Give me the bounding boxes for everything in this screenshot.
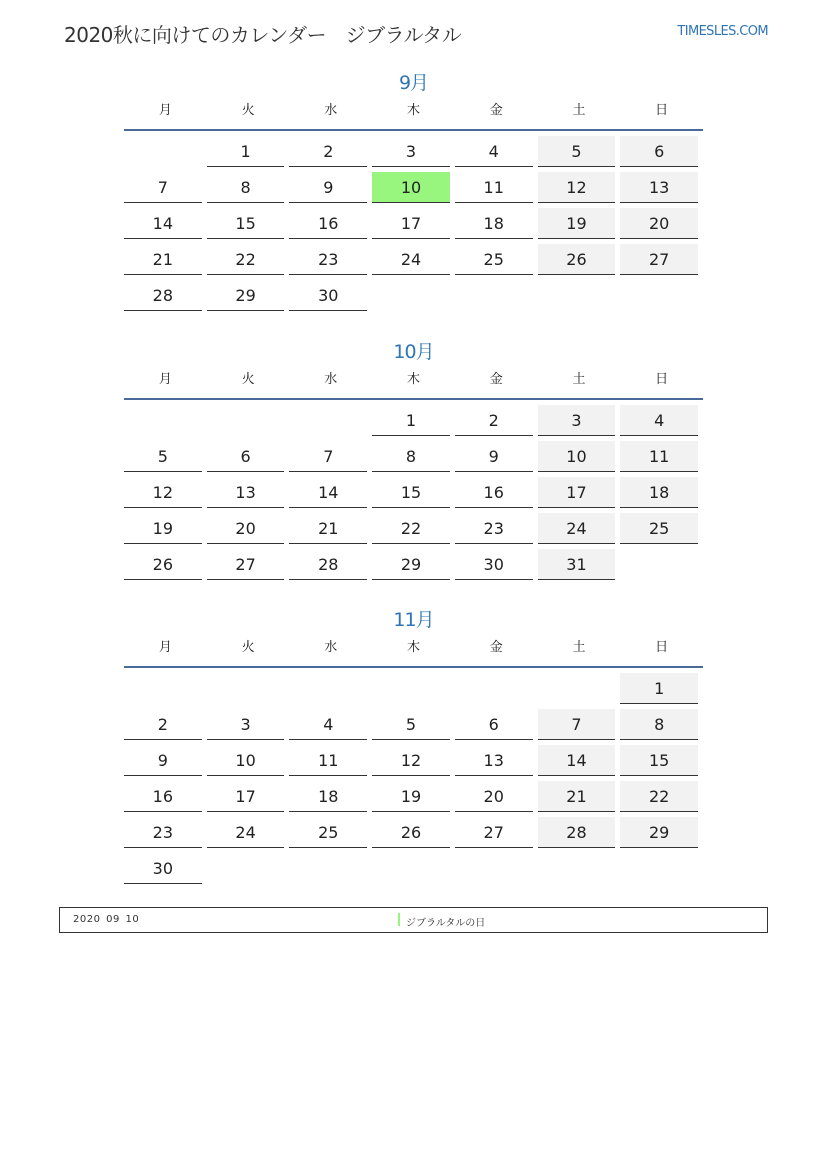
header-divider bbox=[124, 666, 703, 668]
day-cell[interactable]: 4 bbox=[455, 136, 533, 167]
day-cell[interactable]: 20 bbox=[455, 781, 533, 812]
day-cell[interactable]: 3 bbox=[538, 405, 616, 436]
brand-link[interactable]: TIMESLES.COM bbox=[677, 24, 768, 39]
day-cell[interactable]: 6 bbox=[207, 441, 285, 472]
weekday-label: 火 bbox=[241, 103, 255, 118]
day-cell[interactable]: 8 bbox=[372, 441, 450, 472]
week-row bbox=[124, 208, 703, 244]
weekday-label: 月 bbox=[158, 372, 172, 387]
weekday-label: 日 bbox=[655, 103, 669, 118]
day-cell[interactable]: 18 bbox=[289, 781, 367, 812]
week-row bbox=[124, 405, 703, 441]
empty-day-cell bbox=[289, 853, 367, 884]
empty-day-cell bbox=[207, 673, 285, 704]
weekday-label: 土 bbox=[572, 640, 586, 655]
empty-day-cell bbox=[207, 853, 285, 884]
holiday-legend bbox=[59, 907, 768, 933]
week-row bbox=[124, 549, 703, 585]
page-title: 2020秋に向けてのカレンダー ジブラルタル bbox=[64, 23, 462, 47]
day-cell[interactable]: 28 bbox=[289, 549, 367, 580]
day-cell[interactable]: 3 bbox=[207, 709, 285, 740]
weekday-header-row bbox=[124, 370, 703, 398]
day-cell[interactable]: 31 bbox=[538, 549, 616, 580]
day-cell[interactable]: 28 bbox=[124, 280, 202, 311]
empty-day-cell bbox=[455, 280, 533, 311]
day-cell[interactable]: 27 bbox=[455, 817, 533, 848]
day-cell[interactable]: 24 bbox=[538, 513, 616, 544]
day-cell[interactable]: 21 bbox=[289, 513, 367, 544]
day-cell[interactable]: 22 bbox=[620, 781, 698, 812]
day-cell[interactable]: 10 bbox=[207, 745, 285, 776]
day-cell[interactable]: 2 bbox=[289, 136, 367, 167]
weekday-label: 金 bbox=[489, 640, 503, 655]
holiday-day-cell[interactable]: 10 bbox=[372, 172, 450, 203]
day-cell[interactable]: 1 bbox=[372, 405, 450, 436]
weekday-label: 土 bbox=[572, 372, 586, 387]
day-cell[interactable]: 28 bbox=[538, 817, 616, 848]
week-row bbox=[124, 709, 703, 745]
day-cell[interactable]: 22 bbox=[372, 513, 450, 544]
day-cell[interactable]: 29 bbox=[207, 280, 285, 311]
day-cell[interactable]: 22 bbox=[207, 244, 285, 275]
empty-day-cell bbox=[372, 673, 450, 704]
empty-day-cell bbox=[538, 280, 616, 311]
day-cell[interactable]: 19 bbox=[372, 781, 450, 812]
weekday-header-row bbox=[124, 101, 703, 129]
week-row bbox=[124, 513, 703, 549]
day-cell[interactable]: 11 bbox=[620, 441, 698, 472]
empty-day-cell bbox=[207, 405, 285, 436]
week-row bbox=[124, 745, 703, 781]
day-cell[interactable]: 9 bbox=[124, 745, 202, 776]
header-divider bbox=[124, 129, 703, 131]
weekday-label: 月 bbox=[158, 640, 172, 655]
day-cell[interactable]: 7 bbox=[289, 441, 367, 472]
month-calendar-november bbox=[124, 607, 703, 889]
day-cell[interactable]: 21 bbox=[124, 244, 202, 275]
header-divider bbox=[124, 398, 703, 400]
day-cell[interactable]: 8 bbox=[620, 709, 698, 740]
day-cell[interactable]: 12 bbox=[124, 477, 202, 508]
day-cell[interactable]: 14 bbox=[124, 208, 202, 239]
empty-day-cell bbox=[455, 853, 533, 884]
day-cell[interactable]: 14 bbox=[289, 477, 367, 508]
day-cell[interactable]: 12 bbox=[538, 172, 616, 203]
empty-day-cell bbox=[455, 673, 533, 704]
day-cell[interactable]: 25 bbox=[455, 244, 533, 275]
weekday-label: 木 bbox=[407, 640, 421, 655]
day-cell[interactable]: 30 bbox=[289, 280, 367, 311]
legend-date: 2020 09 10 bbox=[73, 914, 140, 925]
day-cell[interactable]: 5 bbox=[538, 136, 616, 167]
week-row bbox=[124, 280, 703, 316]
week-row bbox=[124, 172, 703, 208]
day-cell[interactable]: 26 bbox=[372, 817, 450, 848]
day-cell[interactable]: 26 bbox=[124, 549, 202, 580]
day-cell[interactable]: 13 bbox=[620, 172, 698, 203]
day-cell[interactable]: 12 bbox=[372, 745, 450, 776]
week-row bbox=[124, 477, 703, 513]
day-cell[interactable]: 25 bbox=[620, 513, 698, 544]
day-cell[interactable]: 19 bbox=[124, 513, 202, 544]
day-cell[interactable]: 16 bbox=[124, 781, 202, 812]
day-cell[interactable]: 13 bbox=[455, 745, 533, 776]
empty-day-cell bbox=[289, 673, 367, 704]
week-row bbox=[124, 244, 703, 280]
empty-day-cell bbox=[538, 673, 616, 704]
day-cell[interactable]: 20 bbox=[620, 208, 698, 239]
empty-day-cell bbox=[124, 405, 202, 436]
day-cell[interactable]: 21 bbox=[538, 781, 616, 812]
day-cell[interactable]: 27 bbox=[620, 244, 698, 275]
weekday-label: 木 bbox=[407, 372, 421, 387]
day-cell[interactable]: 4 bbox=[620, 405, 698, 436]
day-cell[interactable]: 24 bbox=[207, 817, 285, 848]
day-cell[interactable]: 17 bbox=[538, 477, 616, 508]
month-calendar-october bbox=[124, 339, 703, 585]
day-cell[interactable]: 17 bbox=[372, 208, 450, 239]
empty-day-cell bbox=[124, 136, 202, 167]
day-cell[interactable]: 2 bbox=[455, 405, 533, 436]
weekday-label: 月 bbox=[158, 103, 172, 118]
day-cell[interactable]: 7 bbox=[124, 172, 202, 203]
empty-day-cell bbox=[372, 280, 450, 311]
day-cell[interactable]: 1 bbox=[620, 673, 698, 704]
empty-day-cell bbox=[620, 853, 698, 884]
day-cell[interactable]: 4 bbox=[289, 709, 367, 740]
day-cell[interactable]: 15 bbox=[620, 745, 698, 776]
day-cell[interactable]: 9 bbox=[455, 441, 533, 472]
day-cell[interactable]: 30 bbox=[455, 549, 533, 580]
day-cell[interactable]: 7 bbox=[538, 709, 616, 740]
day-cell[interactable]: 27 bbox=[207, 549, 285, 580]
day-cell[interactable]: 26 bbox=[538, 244, 616, 275]
weekday-label: 金 bbox=[489, 103, 503, 118]
day-cell[interactable]: 29 bbox=[372, 549, 450, 580]
empty-day-cell bbox=[620, 280, 698, 311]
weekday-label: 日 bbox=[655, 640, 669, 655]
day-cell[interactable]: 11 bbox=[289, 745, 367, 776]
weekday-header-row bbox=[124, 638, 703, 666]
week-row bbox=[124, 673, 703, 709]
day-cell[interactable]: 10 bbox=[538, 441, 616, 472]
day-cell[interactable]: 23 bbox=[124, 817, 202, 848]
day-cell[interactable]: 29 bbox=[620, 817, 698, 848]
weekday-label: 水 bbox=[324, 372, 338, 387]
legend-holiday-name: ジブラルタルの日 bbox=[406, 918, 486, 929]
day-cell[interactable]: 2 bbox=[124, 709, 202, 740]
day-cell[interactable]: 18 bbox=[620, 477, 698, 508]
empty-day-cell bbox=[620, 549, 698, 580]
day-cell[interactable]: 16 bbox=[289, 208, 367, 239]
weekday-label: 水 bbox=[324, 103, 338, 118]
day-cell[interactable]: 25 bbox=[289, 817, 367, 848]
day-cell[interactable]: 20 bbox=[207, 513, 285, 544]
empty-day-cell bbox=[124, 673, 202, 704]
week-row bbox=[124, 136, 703, 172]
week-row bbox=[124, 853, 703, 889]
day-cell[interactable]: 19 bbox=[538, 208, 616, 239]
weekday-label: 金 bbox=[489, 372, 503, 387]
weekday-label: 木 bbox=[407, 103, 421, 118]
month-calendar-september bbox=[124, 70, 703, 316]
empty-day-cell bbox=[289, 405, 367, 436]
day-cell[interactable]: 17 bbox=[207, 781, 285, 812]
month-title: 10月 bbox=[393, 341, 434, 363]
day-cell[interactable]: 14 bbox=[538, 745, 616, 776]
day-cell[interactable]: 15 bbox=[207, 208, 285, 239]
day-cell[interactable]: 1 bbox=[207, 136, 285, 167]
day-cell[interactable]: 23 bbox=[289, 244, 367, 275]
day-cell[interactable]: 24 bbox=[372, 244, 450, 275]
day-cell[interactable]: 6 bbox=[455, 709, 533, 740]
week-row bbox=[124, 817, 703, 853]
week-row bbox=[124, 781, 703, 817]
day-cell[interactable]: 13 bbox=[207, 477, 285, 508]
weekday-label: 土 bbox=[572, 103, 586, 118]
week-row bbox=[124, 441, 703, 477]
weekday-label: 水 bbox=[324, 640, 338, 655]
day-cell[interactable]: 5 bbox=[372, 709, 450, 740]
day-cell[interactable]: 18 bbox=[455, 208, 533, 239]
legend-color-marker bbox=[398, 913, 400, 926]
month-title: 9月 bbox=[398, 72, 429, 94]
weekday-label: 火 bbox=[241, 640, 255, 655]
day-cell[interactable]: 6 bbox=[620, 136, 698, 167]
day-cell[interactable]: 23 bbox=[455, 513, 533, 544]
weekday-label: 日 bbox=[655, 372, 669, 387]
day-cell[interactable]: 11 bbox=[455, 172, 533, 203]
day-cell[interactable]: 9 bbox=[289, 172, 367, 203]
day-cell[interactable]: 3 bbox=[372, 136, 450, 167]
empty-day-cell bbox=[372, 853, 450, 884]
day-cell[interactable]: 30 bbox=[124, 853, 202, 884]
day-cell[interactable]: 8 bbox=[207, 172, 285, 203]
day-cell[interactable]: 16 bbox=[455, 477, 533, 508]
day-cell[interactable]: 5 bbox=[124, 441, 202, 472]
empty-day-cell bbox=[538, 853, 616, 884]
month-title: 11月 bbox=[393, 609, 434, 631]
weekday-label: 火 bbox=[241, 372, 255, 387]
day-cell[interactable]: 15 bbox=[372, 477, 450, 508]
